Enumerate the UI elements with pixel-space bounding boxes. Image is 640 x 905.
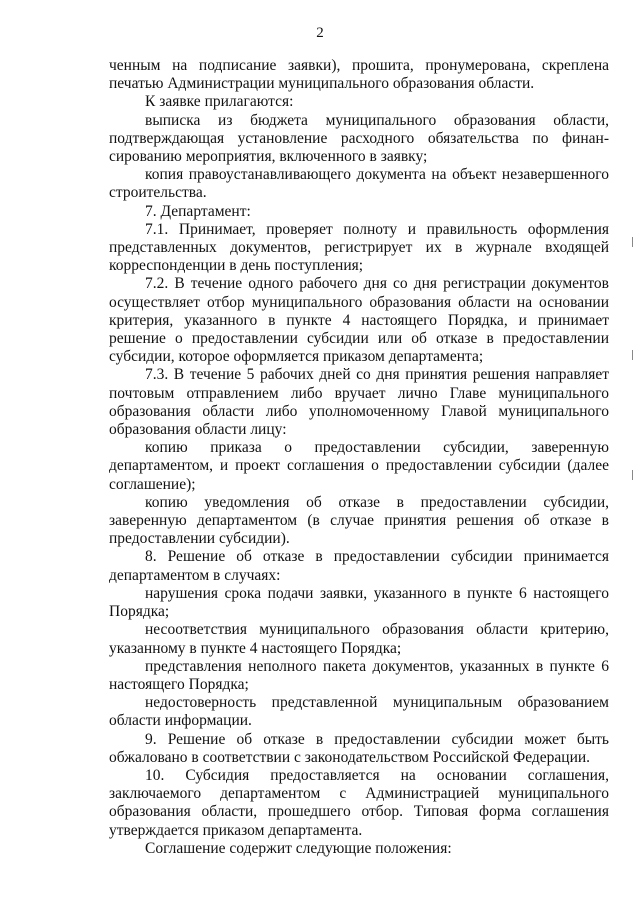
paragraph-deadline-violation: нарушения срока подачи заявки, указанного в пункте 6 настоящего Порядка; (109, 584, 609, 621)
paragraph-7-1: 7.1. Принимает, проверяет полноту и правильность оформления представленных документов, регистрирует их в журнале входящей корреспонденции в день поступления; (109, 220, 609, 275)
scan-margin-mark (632, 237, 637, 247)
paragraph-7-2: 7.2. В течение одного рабочего дня со дня регистрации документов осуществляет отбор муниципального образования области на основании критерия, указанного в пункте 4 настоящего Порядка, и принимает решение о предоставлении субсидии или об отказе в предоставлении субсидии, которое оформляется приказом департамента; (109, 275, 609, 366)
page-number: 2 (316, 25, 324, 41)
paragraph-refusal-copy: копию уведомления об отказе в предоставлении субсидии, заверенную департаментом (в случае принятия решения об отказе в предоставлении субсидии). (109, 493, 609, 548)
paragraph-criterion-mismatch: несоответствия муниципального образования области критерию, указанному в пункте 4 настоящего Порядка; (109, 621, 609, 657)
paragraph-7-department: 7. Департамент: (145, 202, 251, 220)
paragraph-7-3: 7.3. В течение 5 рабочих дней со дня принятия решения направляет почтовым отправлением либо вручает лично Главе муниципального образования области либо уполномоченному Главой муниципального образования области лицу: (109, 366, 609, 439)
scan-margin-mark (632, 470, 637, 480)
scan-margin-mark (632, 350, 637, 360)
paragraph-9-appeal: 9. Решение об отказе в предоставлении субсидии может быть обжаловано в соответствии с законодательством Российской Федерации. (109, 730, 609, 766)
document-body (109, 57, 609, 858)
paragraph-false-information: недостоверность представленной муниципальным образованием области информации. (109, 694, 609, 730)
paragraph-attachments-heading: К заявке прилагаются: (145, 93, 294, 111)
paragraph-title-document: копия правоустанавливающего документа на объект незавершенного строительства. (109, 166, 609, 202)
paragraph-continuation: ченным на подписание заявки), прошита, пронумерована, скреплена печатью Администрации муниципального образования области. (109, 57, 609, 93)
paragraph-8-refusal: 8. Решение об отказе в предоставлении субсидии принимается департаментом в случаях: (109, 548, 609, 584)
paragraph-order-copy: копию приказа о предоставлении субсидии, заверенную департаментом, и проект соглашения о предоставлении субсидии (далее соглашение); (109, 439, 609, 493)
paragraph-budget-extract: выписка из бюджета муниципального образования области, подтверждающая установление расходного обязательства по финан-сированию мероприятия, включенного в заявку; (109, 111, 609, 166)
paragraph-incomplete-package: представления неполного пакета документов, указанных в пункте 6 настоящего Порядка; (109, 657, 609, 693)
paragraph-10-agreement: 10. Субсидия предоставляется на основании соглашения, заключаемого департаментом с Администрацией муниципального образования области, прошедшего отбор. Типовая форма соглашения утверждается приказом департамента. (109, 766, 609, 839)
paragraph-agreement-provisions: Соглашение содержит следующие положения: (145, 839, 452, 857)
